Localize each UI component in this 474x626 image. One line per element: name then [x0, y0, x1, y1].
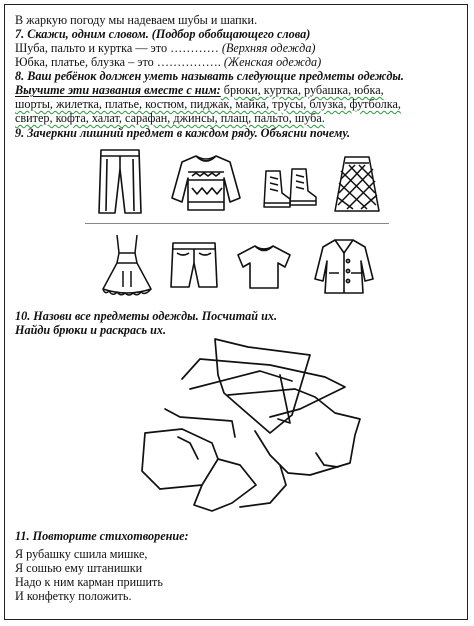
task-10-subheading: Найди брюки и раскрась их.	[15, 323, 167, 337]
poem-line-1: Я рубашку сшила мишке,	[15, 547, 148, 561]
intro-sentence: В жаркую погоду мы надеваем шубы и шапки.	[15, 13, 258, 27]
poem-line-4: И конфетку положить.	[15, 589, 132, 603]
sundress-picture	[93, 233, 161, 299]
boots-picture	[260, 165, 320, 213]
task-7-line-2	[15, 55, 321, 69]
task-7-line-1	[15, 41, 316, 55]
task-8-words-2: шорты, жилетка, платье, костюм, пиджак, майка, трусы, блузка, футболка,	[15, 97, 401, 111]
poem-line-2: Я сошью ему штанишки	[15, 561, 143, 575]
skirt-picture	[333, 153, 381, 215]
overlapping-clothes-picture	[120, 335, 390, 515]
task-8-heading: 8. Ваш ребёнок должен уметь называть следующие предметы одежды.	[15, 69, 404, 83]
tshirt-picture	[235, 243, 293, 291]
worksheet-page	[4, 4, 468, 620]
sweater-picture	[170, 152, 242, 214]
task-8-line-1	[15, 83, 384, 97]
trousers-picture	[95, 147, 145, 217]
task-7-line-1-question: Шуба, пальто и куртка — это	[15, 41, 168, 55]
task-8-words-3: свитер, кофта, халат, сарафан, джинсы, плащ, пальто, шуба.	[15, 111, 325, 125]
task-10-heading: 10. Назови все предметы одежды. Посчитай их.	[15, 309, 278, 323]
task-7-line-2-dots: …………….	[156, 55, 221, 69]
task-7-line-2-question: Юбка, платье, блузка – это	[15, 55, 154, 69]
task-7-line-1-answer: (Верхняя одежда)	[221, 41, 316, 55]
coat-picture	[313, 237, 375, 297]
task-7-line-2-answer: (Женская одежда)	[223, 55, 322, 69]
poem-line-3: Надо к ним карман пришить	[15, 575, 163, 589]
row-divider	[85, 223, 389, 224]
task-11-heading: 11. Повторите стихотворение:	[15, 529, 189, 543]
task-7-line-1-dots: …………	[170, 41, 219, 55]
task-8-instruction: Выучите эти названия вместе с ним:	[15, 83, 221, 97]
shorts-picture	[169, 239, 219, 293]
task-8-words-1: брюки, куртка, рубашка, юбка,	[220, 83, 384, 97]
task-9-heading: 9. Зачеркни лишний предмет в каждом ряду. Объясни почему.	[15, 126, 351, 140]
task-7-heading: 7. Скажи, одним словом. (Подбор обобщающего слова)	[15, 27, 311, 41]
